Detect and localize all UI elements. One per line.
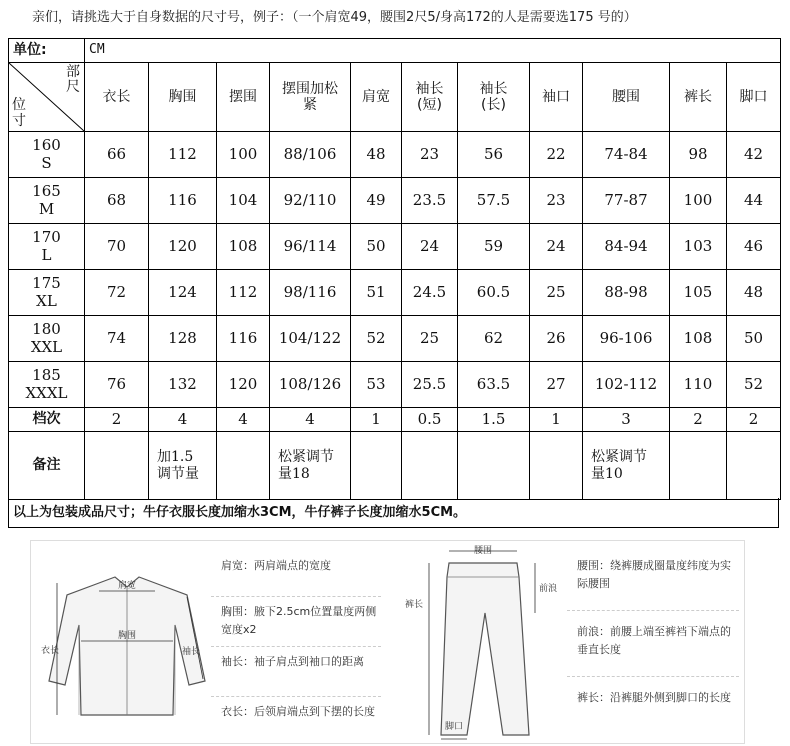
remarks-cell [670,432,727,500]
measurement-cell: 52 [727,362,781,408]
measurement-cell: 27 [530,362,583,408]
grade-cell: 4 [217,408,270,432]
grade-cell: 3 [583,408,670,432]
column-header: 摆围加松 紧 [270,63,351,132]
measurement-cell: 72 [85,270,149,316]
grade-cell: 4 [149,408,217,432]
pants-note-3: 裤长：沿裤腿外侧到脚口的长度 [577,691,731,704]
grade-cell: 4 [270,408,351,432]
measurement-cell: 112 [217,270,270,316]
measurement-cell: 51 [351,270,402,316]
measurement-cell: 104/122 [270,316,351,362]
size-row [9,178,781,224]
measurement-cell: 96-106 [583,316,670,362]
intro-text: 亲们，请挑选大于自身数据的尺寸号，例子：（一个肩宽49，腰围2尺5/身高172的人是需要选175 号的） [32,10,637,25]
grade-cell: 1 [351,408,402,432]
header-row [9,63,781,132]
measurement-cell: 110 [670,362,727,408]
grade-cell: 0.5 [402,408,458,432]
shirt-note-3: 袖长：袖子肩点到袖口的距离 [211,647,381,697]
measurement-cell: 23 [402,132,458,178]
measurement-cell: 77-87 [583,178,670,224]
measurement-cell: 24 [402,224,458,270]
remarks-cell [351,432,402,500]
measurement-cell: 46 [727,224,781,270]
measurement-cell: 92/110 [270,178,351,224]
measurement-cell: 26 [530,316,583,362]
measurement-cell: 48 [351,132,402,178]
corner-cell [9,63,85,132]
measurement-cell: 112 [149,132,217,178]
shirt-chest-label: 胸围 [117,631,137,641]
unit-label: 单位: [9,39,85,63]
size-row [9,362,781,408]
measurement-cell: 104 [217,178,270,224]
pants-note-2: 前浪：前腰上端至裤裆下端点的垂直长度 [567,617,739,677]
measurement-cell: 25 [402,316,458,362]
column-header: 袖口 [530,63,583,132]
measurement-cell: 25.5 [402,362,458,408]
measurement-cell: 96/114 [270,224,351,270]
corner-bottom-label: 位 寸 [12,97,26,129]
measurement-cell: 98 [670,132,727,178]
pants-rise-label: 前浪 [539,584,558,594]
shirt-figure [37,561,217,731]
remarks-cell: 松紧调节 量18 [270,432,351,500]
measurement-cell: 24 [530,224,583,270]
footer-note: 以上为包装成品尺寸；牛仔衣服长度加缩水3CM，牛仔裤子长度加缩水5CM。 [8,498,779,528]
shirt-shoulder-label: 肩宽 [117,581,137,591]
size-label: 160 S [9,132,85,178]
unit-value: CM [85,39,781,63]
measurement-cell: 108 [217,224,270,270]
shirt-length-label: 衣长 [41,646,60,656]
column-header: 裤长 [670,63,727,132]
measurement-cell: 103 [670,224,727,270]
measurement-cell: 52 [351,316,402,362]
measurement-cell: 24.5 [402,270,458,316]
size-row [9,316,781,362]
size-label: 185 XXXL [9,362,85,408]
remarks-cell: 加1.5 调节量 [149,432,217,500]
measurement-cell: 42 [727,132,781,178]
remarks-cell [85,432,149,500]
measurement-cell: 100 [217,132,270,178]
measurement-cell: 124 [149,270,217,316]
remarks-cell [727,432,781,500]
pants-note-1: 腰围：绕裤腰成圈量度纬度为实际腰围 [567,551,739,611]
grade-cell: 2 [85,408,149,432]
measurement-cell: 56 [458,132,530,178]
grade-cell: 1.5 [458,408,530,432]
grade-cell: 1 [530,408,583,432]
size-row [9,270,781,316]
measurement-cell: 68 [85,178,149,224]
measurement-cell: 132 [149,362,217,408]
remarks-cell [402,432,458,500]
shirt-note-4: 衣长：后领肩端点到下摆的长度 [221,705,375,718]
pants-hem-label: 脚口 [444,722,464,732]
measurement-cell: 128 [149,316,217,362]
measurement-cell: 23.5 [402,178,458,224]
measurement-cell: 105 [670,270,727,316]
shirt-note-1: 肩宽：两肩端点的宽度 [211,551,381,597]
pants-figure [399,543,569,743]
measurement-cell: 84-94 [583,224,670,270]
measurement-cell: 44 [727,178,781,224]
measurement-cell: 120 [149,224,217,270]
measurement-cell: 62 [458,316,530,362]
shirt-sleeve-label: 袖长 [182,647,201,657]
measurement-cell: 88/106 [270,132,351,178]
unit-row [9,39,781,63]
column-header: 摆围 [217,63,270,132]
measurement-cell: 120 [217,362,270,408]
measurement-cell: 63.5 [458,362,530,408]
column-header: 胸围 [149,63,217,132]
measurement-cell: 23 [530,178,583,224]
grade-cell: 2 [727,408,781,432]
measurement-cell: 53 [351,362,402,408]
measurement-cell: 59 [458,224,530,270]
column-header: 肩宽 [351,63,402,132]
grade-cell: 2 [670,408,727,432]
measurement-cell: 88-98 [583,270,670,316]
remarks-cell [530,432,583,500]
measurement-cell: 60.5 [458,270,530,316]
remarks-label: 备注 [9,432,85,500]
measurement-cell: 25 [530,270,583,316]
column-header: 袖长 (短) [402,63,458,132]
measurement-cell: 108/126 [270,362,351,408]
measurement-cell: 70 [85,224,149,270]
column-header: 衣长 [85,63,149,132]
measurement-cell: 66 [85,132,149,178]
measurement-guide [30,540,745,744]
remarks-cell: 松紧调节 量10 [583,432,670,500]
measurement-cell: 50 [351,224,402,270]
size-label: 170 L [9,224,85,270]
measurement-cell: 76 [85,362,149,408]
measurement-cell: 74 [85,316,149,362]
grade-row [9,408,781,432]
measurement-cell: 102-112 [583,362,670,408]
pants-waist-label: 腰围 [473,546,493,556]
corner-top-label: 部 尺 [66,64,80,96]
measurement-cell: 22 [530,132,583,178]
measurement-cell: 116 [217,316,270,362]
measurement-cell: 100 [670,178,727,224]
measurement-cell: 108 [670,316,727,362]
measurement-cell: 48 [727,270,781,316]
measurement-cell: 50 [727,316,781,362]
size-row [9,132,781,178]
column-header: 脚口 [727,63,781,132]
remarks-row [9,432,781,500]
size-row [9,224,781,270]
size-label: 175 XL [9,270,85,316]
measurement-cell: 74-84 [583,132,670,178]
column-header: 袖长 (长) [458,63,530,132]
size-label: 165 M [9,178,85,224]
shirt-note-2: 胸围：腋下2.5cm位置量度两侧宽度x2 [211,597,381,647]
measurement-cell: 98/116 [270,270,351,316]
measurement-cell: 49 [351,178,402,224]
remarks-cell [458,432,530,500]
grade-label: 档次 [9,408,85,432]
measurement-cell: 57.5 [458,178,530,224]
size-chart-table [8,38,781,500]
column-header: 腰围 [583,63,670,132]
remarks-cell [217,432,270,500]
size-label: 180 XXL [9,316,85,362]
pants-length-label: 裤长 [405,600,424,610]
measurement-cell: 116 [149,178,217,224]
